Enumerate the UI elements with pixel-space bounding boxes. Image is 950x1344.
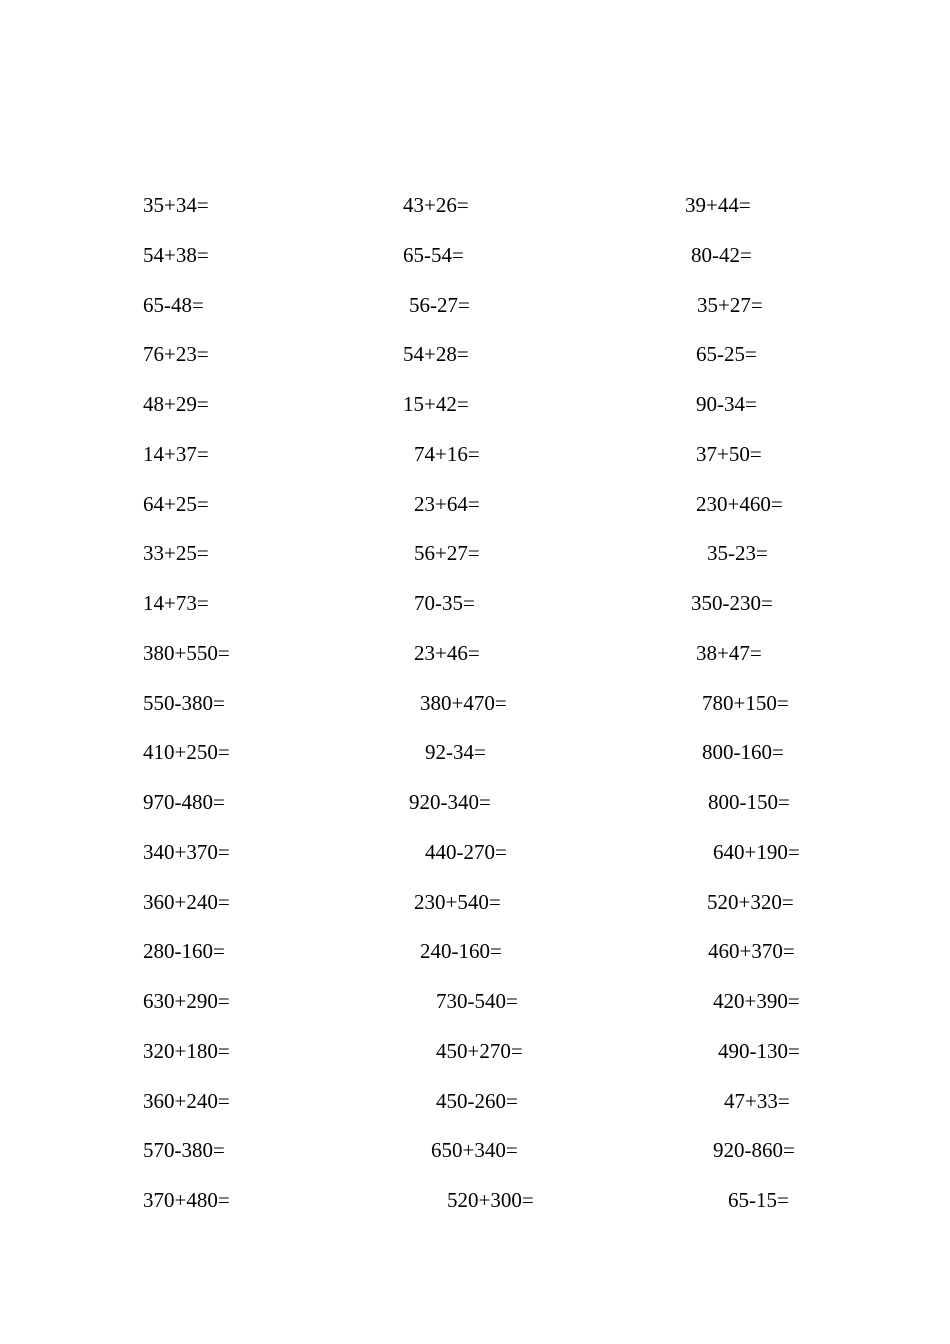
problem-r3-c3: 35+27= [697,293,763,317]
problem-r17-c3: 420+390= [713,989,800,1013]
problem-r5-c2: 15+42= [403,392,469,416]
problem-r14-c3: 640+190= [713,840,800,864]
problem-r11-c2: 380+470= [420,691,507,715]
problem-r16-c1: 280-160= [143,939,225,963]
problem-r12-c3: 800-160= [702,740,784,764]
problem-r4-c3: 65-25= [696,342,757,366]
problem-r21-c1: 370+480= [143,1188,230,1212]
problem-r16-c3: 460+370= [708,939,795,963]
problem-r1-c1: 35+34= [143,193,209,217]
problem-r11-c3: 780+150= [702,691,789,715]
problem-r15-c3: 520+320= [707,890,794,914]
problem-r8-c3: 35-23= [707,541,768,565]
problem-r7-c2: 23+64= [414,492,480,516]
problem-r2-c2: 65-54= [403,243,464,267]
problem-r17-c2: 730-540= [436,989,518,1013]
problem-r12-c1: 410+250= [143,740,230,764]
problem-r4-c2: 54+28= [403,342,469,366]
problem-r21-c2: 520+300= [447,1188,534,1212]
problem-r10-c3: 38+47= [696,641,762,665]
problem-r10-c2: 23+46= [414,641,480,665]
problem-r17-c1: 630+290= [143,989,230,1013]
problem-r14-c1: 340+370= [143,840,230,864]
problem-r11-c1: 550-380= [143,691,225,715]
problem-r9-c1: 14+73= [143,591,209,615]
problem-r12-c2: 92-34= [425,740,486,764]
problem-r13-c1: 970-480= [143,790,225,814]
problem-r21-c3: 65-15= [728,1188,789,1212]
problem-r14-c2: 440-270= [425,840,507,864]
problem-r6-c2: 74+16= [414,442,480,466]
problem-r6-c3: 37+50= [696,442,762,466]
problem-r13-c3: 800-150= [708,790,790,814]
problem-r7-c3: 230+460= [696,492,783,516]
problem-r7-c1: 64+25= [143,492,209,516]
problem-r15-c2: 230+540= [414,890,501,914]
problem-r19-c2: 450-260= [436,1089,518,1113]
problem-r13-c2: 920-340= [409,790,491,814]
problem-r2-c3: 80-42= [691,243,752,267]
problem-r19-c3: 47+33= [724,1089,790,1113]
problem-r8-c1: 33+25= [143,541,209,565]
problem-r19-c1: 360+240= [143,1089,230,1113]
problem-r5-c3: 90-34= [696,392,757,416]
problem-r2-c1: 54+38= [143,243,209,267]
problem-r6-c1: 14+37= [143,442,209,466]
problem-r3-c1: 65-48= [143,293,204,317]
problem-r18-c3: 490-130= [718,1039,800,1063]
problem-r20-c3: 920-860= [713,1138,795,1162]
problem-r10-c1: 380+550= [143,641,230,665]
problem-r16-c2: 240-160= [420,939,502,963]
problem-r9-c2: 70-35= [414,591,475,615]
problem-r5-c1: 48+29= [143,392,209,416]
problem-r20-c1: 570-380= [143,1138,225,1162]
problem-r15-c1: 360+240= [143,890,230,914]
problem-r3-c2: 56-27= [409,293,470,317]
problem-r18-c1: 320+180= [143,1039,230,1063]
problem-r1-c2: 43+26= [403,193,469,217]
problem-r8-c2: 56+27= [414,541,480,565]
problem-r20-c2: 650+340= [431,1138,518,1162]
problem-r4-c1: 76+23= [143,342,209,366]
problem-r9-c3: 350-230= [691,591,773,615]
problem-r18-c2: 450+270= [436,1039,523,1063]
problem-r1-c3: 39+44= [685,193,751,217]
